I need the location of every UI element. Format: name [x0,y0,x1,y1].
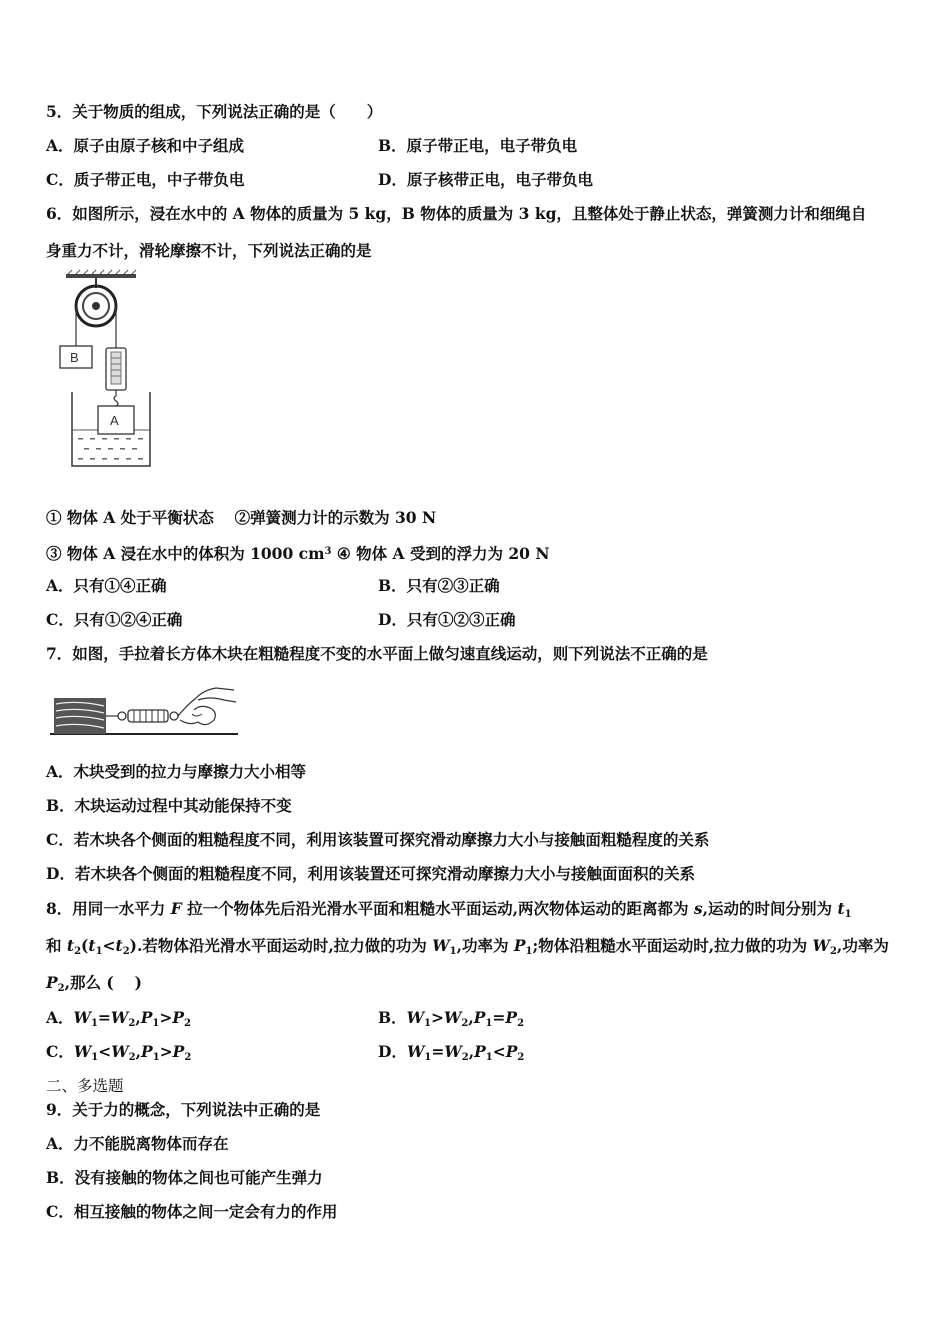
q7-option-b: B．木块运动过程中其动能保持不变 [46,796,292,815]
q6-stem-line1: 6．如图所示，浸在水中的 A 物体的质量为 5 kg，B 物体的质量为 3 kg，且整体处于静止状态，弹簧测力计和细绳自 [46,204,867,223]
q5-option-a: A．原子由原子核和中子组成 [46,136,245,155]
q8-option-c: C．$W_1<W_2,P_1>P_2$ [46,1042,192,1063]
q8-option-a: A．$W_1=W_2,P_1>P_2$ [46,1008,191,1029]
section-title: 二、多选题 [46,1077,124,1095]
q6-statements-2: ③ 物体 A 浸在水中的体积为 1000 $cm^3$ ④ 物体 A 受到的浮力为 20 N [46,544,550,563]
q8-stem-line1: 8．用同一水平力 F 拉一个物体先后沿光滑水平面和粗糙水平面运动,两次物体运动的距离都为 s,运动的时间分别为 $t_1$ [46,899,852,920]
q5-stem: 5．关于物质的组成，下列说法正确的是（ ） [46,102,383,121]
pulley-figure [52,270,162,470]
q6-statements-1: ① 物体 A 处于平衡状态 ②弹簧测力计的示数为 30 N [46,508,437,527]
block-b-label: B [70,350,79,365]
q6-option-d: D．只有①②③正确 [378,610,516,629]
q6-option-b: B．只有②③正确 [378,576,500,595]
q6-option-a: A．只有①④正确 [46,576,167,595]
q6-stem-line2: 身重力不计，滑轮摩擦不计，下列说法正确的是 [46,241,372,260]
q7-stem: 7．如图，手拉着长方体木块在粗糙程度不变的水平面上做匀速直线运动，则下列说法不正确的是 [46,644,708,663]
q7-option-a: A．木块受到的拉力与摩擦力大小相等 [46,762,307,781]
q9-stem: 9．关于力的概念，下列说法中正确的是 [46,1100,321,1119]
q7-option-d: D．若木块各个侧面的粗糙程度不同，利用该装置还可探究滑动摩擦力大小与接触面面积的关系 [46,864,695,883]
block-a-label: A [110,413,119,428]
wood-block-figure [48,676,240,740]
q8-option-b: B．$W_1>W_2,P_1=P_2$ [378,1008,525,1029]
q5-option-d: D．原子核带正电，电子带负电 [378,170,593,189]
q5-option-b: B．原子带正电，电子带负电 [378,136,578,155]
q9-option-a: A．力不能脱离物体而存在 [46,1134,229,1153]
q8-stem-line3: $P_2$,那么 ( ) [46,973,142,994]
q8-option-d: D．$W_1=W_2,P_1<P_2$ [378,1042,525,1063]
q9-option-c: C．相互接触的物体之间一定会有力的作用 [46,1202,338,1221]
q6-option-c: C．只有①②④正确 [46,610,183,629]
q9-option-b: B．没有接触的物体之间也可能产生弹力 [46,1168,323,1187]
q7-option-c: C．若木块各个侧面的粗糙程度不同，利用该装置可探究滑动摩擦力大小与接触面粗糙程度的关系 [46,830,710,849]
q5-option-c: C．质子带正电，中子带负电 [46,170,245,189]
q8-stem-line2: 和 $t_2(t_1<t_2)$.若物体沿光滑水平面运动时,拉力做的功为 $W_1$,功率为 $P_1$;物体沿粗糙水平面运动时,拉力做的功为 $W_2$,功率为 [46,936,889,957]
